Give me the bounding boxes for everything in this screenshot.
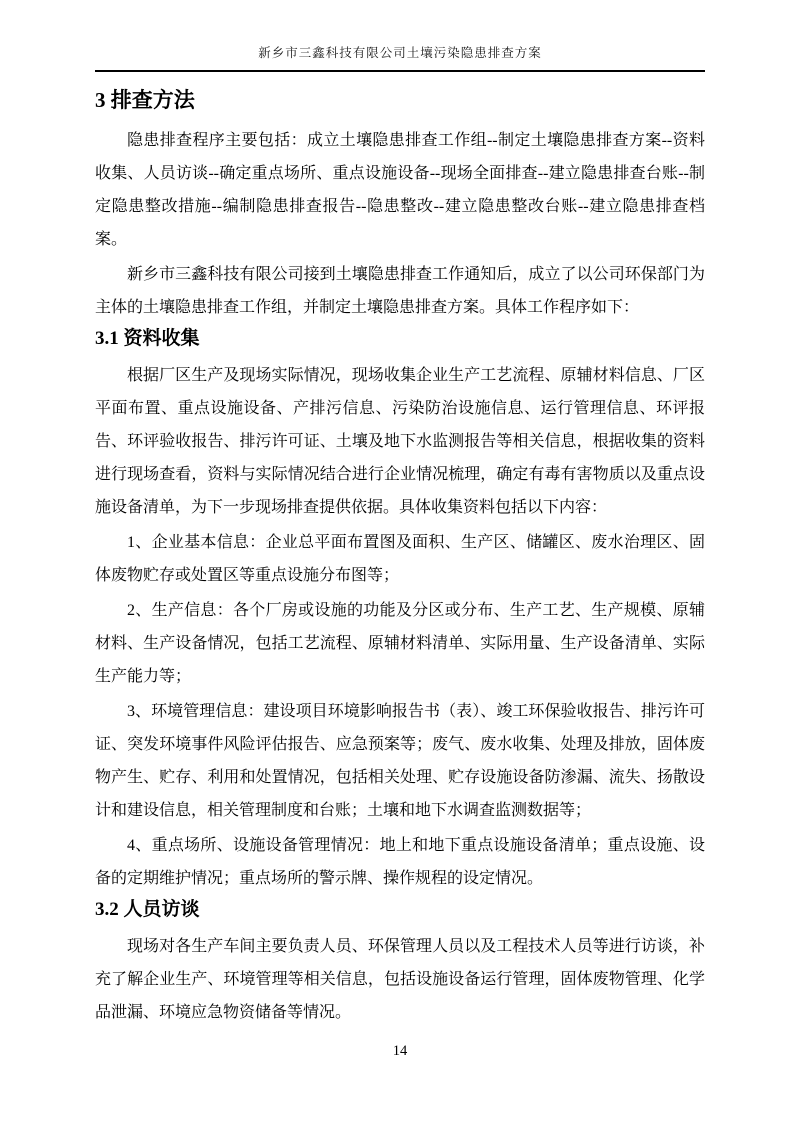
section-3-1-list-item-4: 4、重点场所、设施设备管理情况：地上和地下重点设施设备清单；重点设施、设备的定期维护情况；重点场所的警示牌、操作规程的设定情况。 — [95, 837, 705, 887]
section-3-2-paragraph-1: 现场对各生产车间主要负责人员、环保管理人员以及工程技术人员等进行访谈，补充了解企业生产、环境管理等相关信息，包括设施设备运行管理，固体废物管理、化学品泄漏、环境应急物资储备等情况。 — [95, 938, 705, 1021]
section-3-paragraph-1: 隐患排查程序主要包括：成立土壤隐患排查工作组--制定土壤隐患排查方案--资料收集、人员访谈--确定重点场所、重点设施设备--现场全面排查--建立隐患排查台账--制定隐患整改措施--编制隐患排查报告--隐患整改--建立隐患整改台账--建立隐患排查档案。 — [95, 132, 705, 248]
section-3-paragraph-2: 新乡市三鑫科技有限公司接到土壤隐患排查工作通知后，成立了以公司环保部门为主体的土壤隐患排查工作组，并制定土壤隐患排查方案。具体工作程序如下： — [95, 266, 705, 316]
header-title: 新乡市三鑫科技有限公司土壤污染隐患排查方案 — [95, 0, 705, 72]
section-3-1-list-item-1: 1、企业基本信息：企业总平面布置图及面积、生产区、储罐区、废水治理区、固体废物贮存或处置区等重点设施分布图等； — [95, 534, 705, 584]
section-3-2-heading: 3.2 人员访谈 — [95, 899, 200, 920]
section-3-1-paragraph-1: 根据厂区生产及现场实际情况，现场收集企业生产工艺流程、原辅材料信息、厂区平面布置、重点设施设备、产排污信息、污染防治设施信息、运行管理信息、环评报告、环评验收报告、排污许可证、土壤及地下水监测报告等相关信息，根据收集的资料进行现场查看，资料与实际情况结合进行企业情况梳理，确定有毒有害物质以及重点设施设备清单，为下一步现场排查提供依据。具体收集资料包括以下内容： — [95, 367, 705, 516]
section-3-1-list-item-2: 2、生产信息：各个厂房或设施的功能及分区或分布、生产工艺、生产规模、原辅材料、生产设备情况，包括工艺流程、原辅材料清单、实际用量、生产设备清单、实际生产能力等； — [95, 602, 705, 685]
page-footer — [0, 1042, 800, 1060]
page-header — [95, 0, 705, 72]
section-3-heading: 3 排查方法 — [95, 88, 195, 112]
section-3-1-heading: 3.1 资料收集 — [95, 328, 200, 349]
section-3-1-list-item-3: 3、环境管理信息：建设项目环境影响报告书（表）、竣工环保验收报告、排污许可证、突发环境事件风险评估报告、应急预案等；废气、废水收集、处理及排放，固体废物产生、贮存、利用和处置情况，包括相关处理、贮存设施设备防渗漏、流失、扬散设计和建设信息，相关管理制度和台账；土壤和地下水调查监测数据等； — [95, 703, 705, 819]
document-body — [95, 76, 705, 1031]
page-number: 14 — [392, 1043, 408, 1059]
